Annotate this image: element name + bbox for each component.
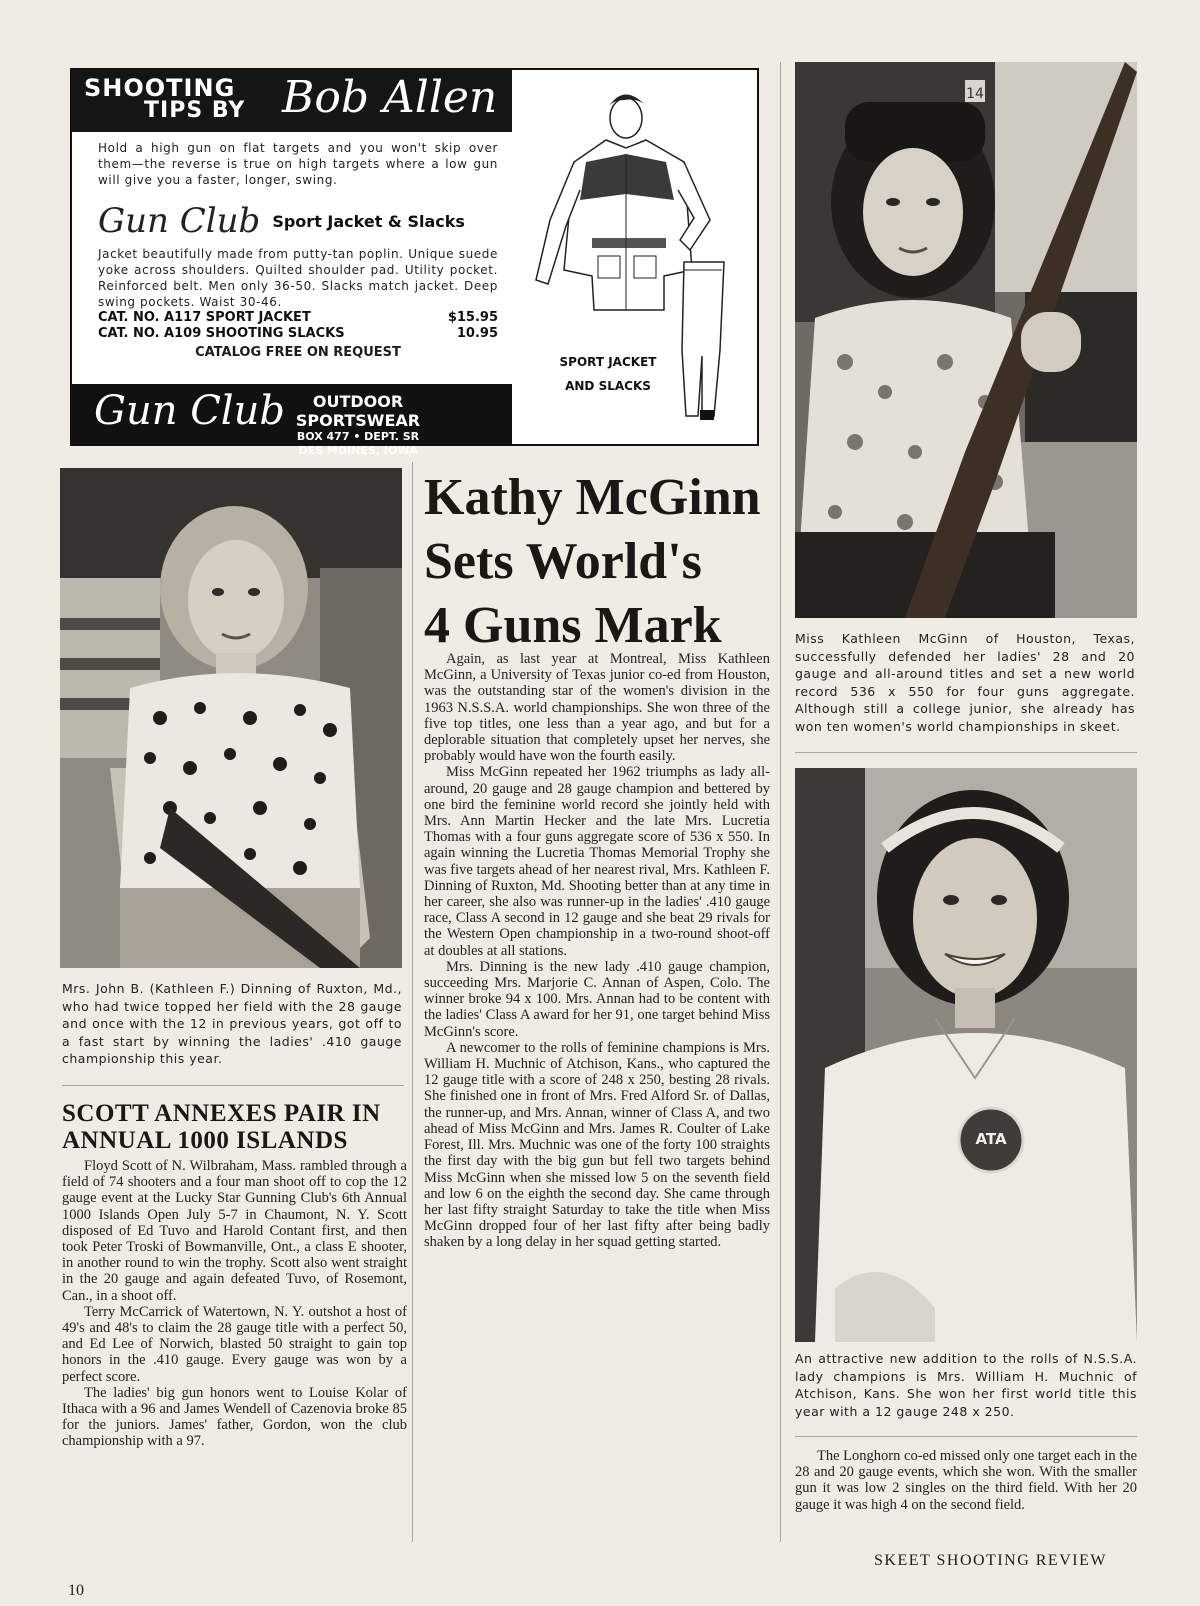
ad-product-title: Sport Jacket & Slacks [272, 211, 465, 231]
ad-box: BOX 477 • DEPT. SR [296, 430, 420, 443]
ad-address-block [248, 392, 468, 458]
ad-header [72, 70, 512, 132]
ad-catalog-item [98, 326, 498, 342]
headline-line: Kathy McGinn [424, 469, 761, 526]
article-body-right-column [795, 1448, 1137, 1513]
ad-product-row [98, 202, 498, 240]
sub-article-body [62, 1158, 407, 1450]
ad-catalog-label: CAT. NO. A109 SHOOTING SLACKS [98, 326, 345, 341]
gun-club-advertisement [70, 68, 759, 457]
running-footer: SKEET SHOOTING REVIEW [874, 1552, 1107, 1569]
ad-catalog-price: 10.95 [456, 326, 498, 341]
illustration-caption-line: AND SLACKS [565, 379, 651, 393]
ad-footer [72, 384, 512, 457]
ad-illustration [514, 70, 754, 444]
ad-catalog-free: CATALOG FREE ON REQUEST [195, 345, 401, 360]
column-divider [780, 62, 781, 1542]
photo-kathleen-dinning [60, 468, 402, 968]
photo-caption-muchnic: An attractive new addition to the rolls of N.S.S.A. lady champions is Mrs. William H. Muchnic of Atchison, Kans. She won her first world title this year with a 12 gauge 248 x 250. [795, 1351, 1137, 1419]
illustration-caption-line: SPORT JACKET [559, 355, 657, 369]
page-number: 10 [68, 1582, 84, 1599]
article-paragraph: Again, as last year at Montreal, Miss Kathleen McGinn, a University of Texas junior co-ed from Houston, was the outstanding star of the women's division in the 1963 N.S.S.A. world championships. She won three of the five top titles, one less than a year ago, and but for a deplorable situation that completely upset her nerves, she probably would have won the fourth easily. [424, 651, 770, 765]
ad-signature: Bob Allen [282, 72, 498, 123]
gun-club-logo: Gun Club [98, 201, 261, 241]
sub-article-headline: SCOTT ANNEXES PAIR IN ANNUAL 1000 ISLANDS [62, 1100, 381, 1154]
photo-caption-mcginn: Miss Kathleen McGinn of Houston, Texas, successfully defended her ladies' 28 and 20 gauge and all-around titles and set a new world record 536 x 550 for four guns aggregate. Although still a college junior, she already has won ten women's world championships in skeet. [795, 631, 1135, 734]
sub-article-paragraph: The ladies' big gun honors went to Louise Kolar of Ithaca with a 96 and James Wendell of Cazenovia broke 85 for the juniors. James' father, Gordon, won the club championship with a 97. [62, 1384, 407, 1450]
ad-header-tips-by: TIPS BY [144, 98, 246, 123]
caption-divider [795, 752, 1137, 753]
ad-catalog-label: CAT. NO. A117 SPORT JACKET [98, 310, 311, 325]
photo-shotgun-woman [795, 62, 1137, 618]
article-body-middle-column [424, 651, 770, 1251]
column-divider [412, 462, 413, 1542]
sub-article-paragraph: Floyd Scott of N. Wilbraham, Mass. rambled through a field of 74 shooters and a four man shoot off to cop the 12 gauge event at the Lucky Star Gunning Club's 6th Annual 1000 Islands Open July 5-7 in Chaumont, N. Y. Scott disposed of Ed Tuvo and Harold Contant first, and then took Peter Troski of Bowmanville, Ont., a class E shooter, in another round to win the trophy. Scott also went straight in the 20 gauge and again defeated Tuvo, of Rosemont, Can., in a shoot off. [62, 1158, 407, 1304]
ad-catalog-item [98, 310, 498, 326]
photo-mrs-muchnic [795, 768, 1137, 1342]
article-paragraph: A newcomer to the rolls of feminine champions is Mrs. William H. Muchnic of Atchison, Kans., who captured the 12 gauge title with a score of 248 x 250, besting 28 rivals. She finished one in front of Mrs. Fred Alford Sr. of Dallas, the runner-up, and Mrs. Annan, winner of Class A, and two ahead of Miss McGinn and Mrs. James R. Coulter of Lake Forest, Ill. Mrs. Muchnic was one of the forty 100 straights the first day with the big gun but fell two targets behind Miss McGinn when she missed low 5 on the seventh field and low 6 on the eighth the second day. She came through her last fifty straight Saturday to take the title when Miss McGinn dropped four of her last fifty after being badly shaken by a long delay in her squad getting started. [424, 1039, 770, 1251]
photo-number-sign: 14 [966, 86, 984, 102]
ad-shooting-tip: Hold a high gun on flat targets and you won't skip over them—the reverse is true on high targets where a low gun will give you a faster, longer, swing. [98, 141, 498, 187]
ad-company-name: OUTDOOR SPORTSWEAR [295, 392, 421, 430]
headline-line: 4 Guns Mark [424, 597, 722, 654]
photo-kathleen-mcginn-with-shotgun [795, 62, 1137, 618]
photo-dinning-portrait [60, 468, 402, 968]
ad-product-description: Jacket beautifully made from putty-tan poplin. Unique suede yoke across shoulders. Quilted shoulder pad. Utility pocket. Reinforced belt. Men only 36-50. Slacks match jacket. Deep swing pockets. Waist 30-46. [98, 247, 498, 309]
article-headline [424, 466, 784, 658]
ad-city: DES MOINES, IOWA [298, 444, 418, 457]
photo-muchnic-portrait [795, 768, 1137, 1342]
photo-caption-dinning: Mrs. John B. (Kathleen F.) Dinning of Ruxton, Md., who had twice topped her field with the 28 gauge and once with the 12 in previous years, got off to a fast start by winning the ladies' .410 gauge championship this year. [62, 981, 402, 1066]
caption-divider [795, 1436, 1137, 1437]
sub-article-paragraph: Terry McCarrick of Watertown, N. Y. outshot a host of 49's and 48's to claim the 28 gauge title with a perfect 50, and Ed Lee of Norwich, blasted 50 straight to gain top honors in the .410 gauge. Every gauge was won by a perfect score. [62, 1303, 407, 1385]
ad-catalog-price: $15.95 [447, 310, 498, 325]
ad-body [98, 128, 498, 378]
gun-club-logo: Gun Club [94, 388, 285, 434]
article-paragraph: The Longhorn co-ed missed only one target each in the 28 and 20 gauge events, which she won. With the smaller gun it was low 2 singles on the third field. With her 20 gauge it was high 4 on the second field. [795, 1448, 1137, 1513]
ata-patch-label: ATA [975, 1130, 1007, 1148]
illustration-caption [558, 350, 658, 398]
article-paragraph: Mrs. Dinning is the new lady .410 gauge champion, succeeding Mrs. Marjorie C. Annan of Aspen, Colo. The winner broke 94 x 100. Mrs. Annan had to be content with the ladies' Class A award for her 91, one target behind Miss McGinn's score. [424, 958, 770, 1040]
article-paragraph: Miss McGinn repeated her 1962 triumphs as lady all-around, 20 gauge and 28 gauge champion and bettered by one bird the feminine world record she jointly held with Mrs. Ann Martin Hecker and the late Mrs. Lucretia Thomas with a four guns aggregate score of 536 x 550. In again winning the Lucretia Thomas Memorial Trophy she was five targets ahead of her nearest rival, Mrs. Kathleen F. Dinning of Ruxton, Md. Shooting better than at any time in her career, she also was runner-up in the ladies' .410 gauge race, Class A second in 12 gauge and she beat 29 rivals for the Western Open championship in a two-round shoot-off at doubles at all stations. [424, 764, 770, 959]
caption-divider [62, 1085, 404, 1086]
headline-line: Sets World's [424, 533, 702, 590]
ad-header-shooting: SHOOTING [84, 74, 236, 102]
